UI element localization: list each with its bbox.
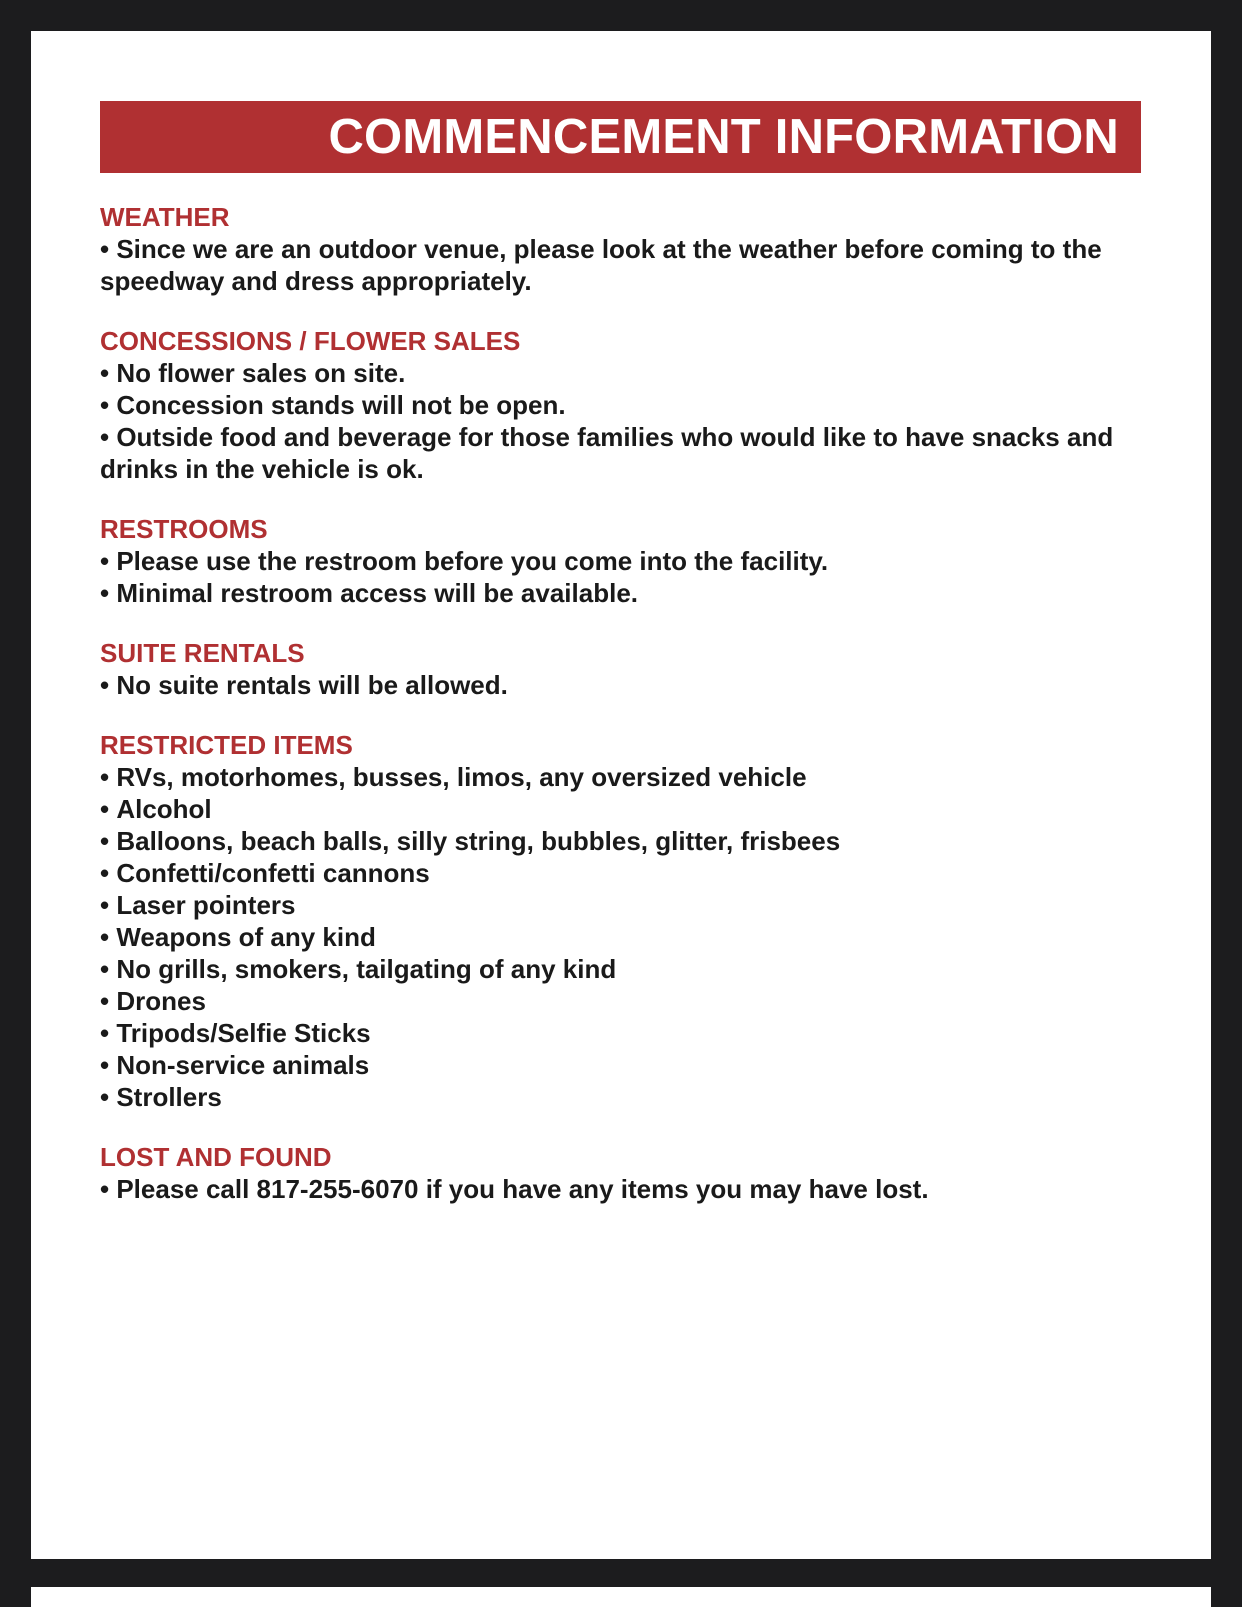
document-page [31,31,1211,1559]
bullet-list [100,545,1150,609]
list-item: • Outside food and beverage for those families who would like to have snacks and drinks in the vehicle is ok. [100,421,1150,485]
list-item: • Since we are an outdoor venue, please look at the weather before coming to the speedway and dress appropriately. [100,233,1150,297]
sections-container [100,201,1150,1233]
bullet-list [100,761,1150,1113]
list-item: • RVs, motorhomes, busses, limos, any oversized vehicle [100,761,1150,793]
bullet-list [100,357,1150,485]
list-item: • Laser pointers [100,889,1150,921]
section-suite-rentals [100,637,1150,701]
list-item: • Please use the restroom before you come into the facility. [100,545,1150,577]
title-banner [100,101,1141,173]
page-title: COMMENCEMENT INFORMATION [328,110,1119,164]
list-item: • No suite rentals will be allowed. [100,669,1150,701]
list-item: • Please call 817-255-6070 if you have any items you may have lost. [100,1173,1150,1205]
next-page-edge [31,1587,1211,1607]
section-restrooms [100,513,1150,609]
section-lost-and-found [100,1141,1150,1205]
section-heading: CONCESSIONS / FLOWER SALES [100,326,521,356]
section-heading: RESTRICTED ITEMS [100,730,353,760]
section-heading: WEATHER [100,202,230,232]
list-item: • Balloons, beach balls, silly string, bubbles, glitter, frisbees [100,825,1150,857]
list-item: • Concession stands will not be open. [100,389,1150,421]
list-item: • Non-service animals [100,1049,1150,1081]
list-item: • Minimal restroom access will be available. [100,577,1150,609]
section-heading: LOST AND FOUND [100,1142,332,1172]
section-heading: SUITE RENTALS [100,638,305,668]
list-item: • Confetti/confetti cannons [100,857,1150,889]
section-restricted-items [100,729,1150,1113]
list-item: • Alcohol [100,793,1150,825]
section-heading: RESTROOMS [100,514,268,544]
section-concessions-flower-sales [100,325,1150,485]
bullet-list [100,669,1150,701]
list-item: • Weapons of any kind [100,921,1150,953]
section-weather [100,201,1150,297]
list-item: • Tripods/Selfie Sticks [100,1017,1150,1049]
list-item: • No grills, smokers, tailgating of any kind [100,953,1150,985]
list-item: • Strollers [100,1081,1150,1113]
list-item: • Drones [100,985,1150,1017]
bullet-list [100,1173,1150,1205]
bullet-list [100,233,1150,297]
list-item: • No flower sales on site. [100,357,1150,389]
